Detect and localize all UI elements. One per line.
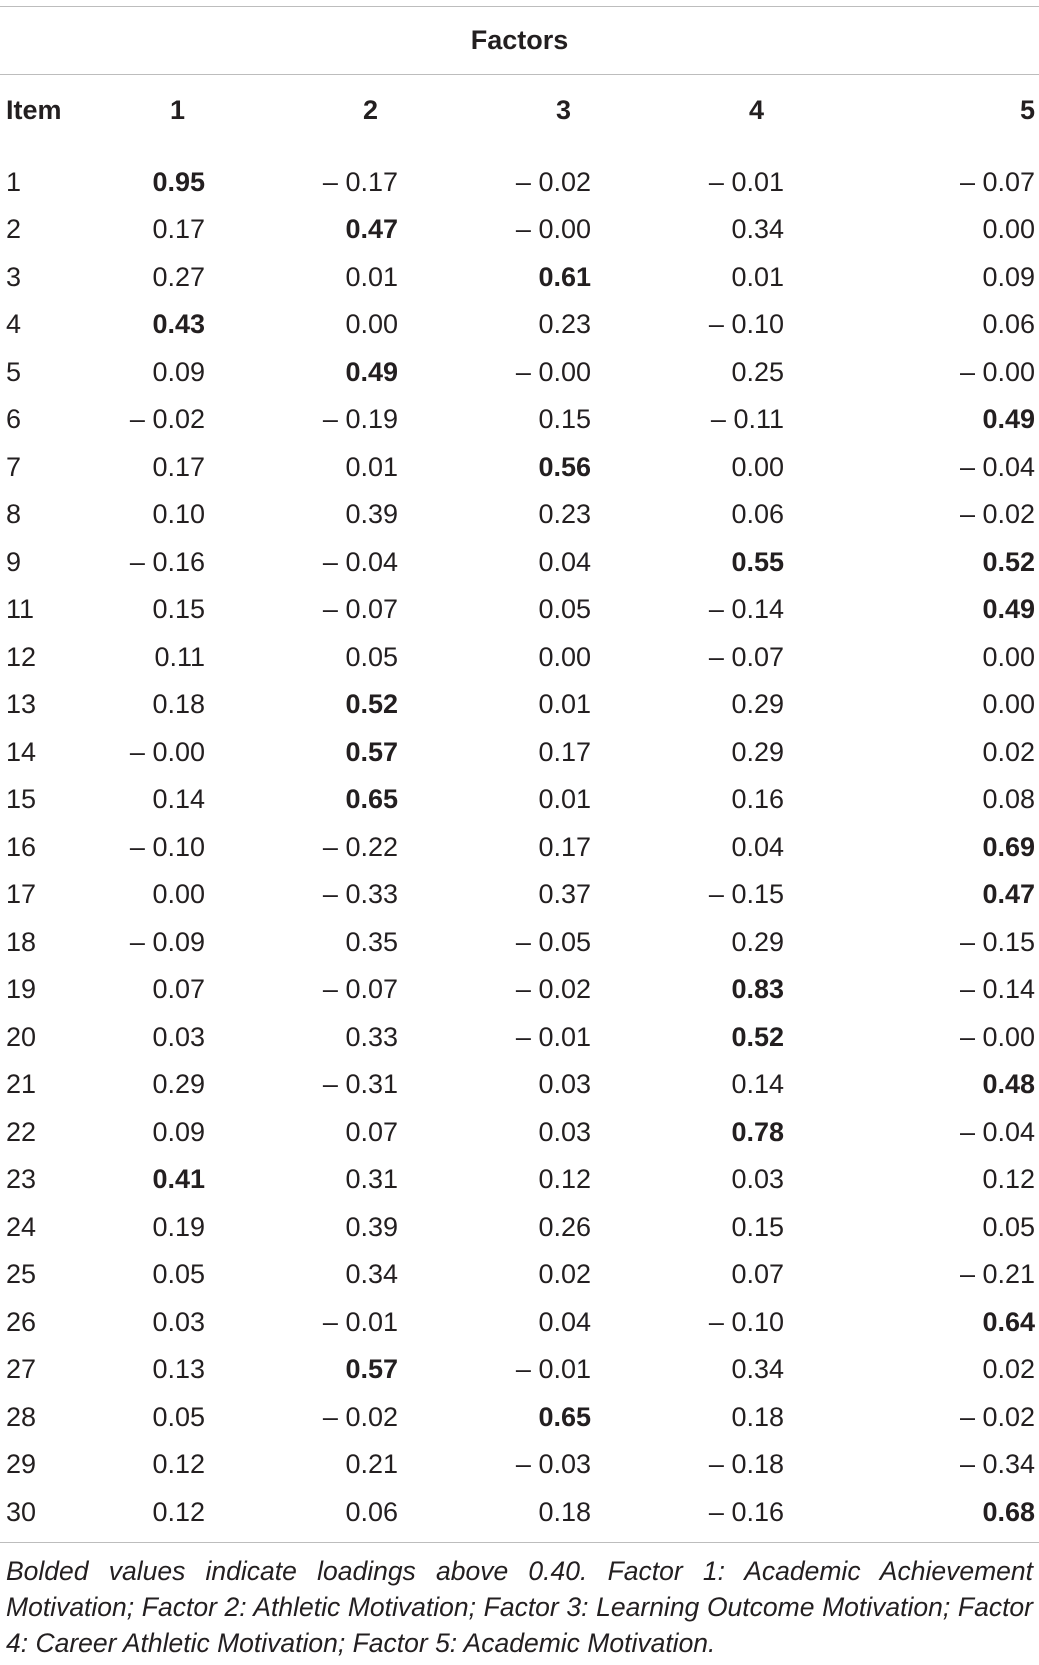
loading-cell-factor-3: 0.65 (538, 1401, 591, 1432)
loading-cell-factor-3: – 0.00 (515, 356, 591, 387)
loading-cell-factor-2: – 0.02 (322, 1401, 398, 1432)
loading-cell-factor-5: – 0.02 (959, 1401, 1036, 1432)
loading-cell-factor-2: 0.01 (345, 261, 398, 292)
loading-cell-factor-4: 0.34 (731, 214, 784, 245)
loading-cell-factor-1: 0.09 (152, 356, 205, 387)
loading-cell-factor-4: 0.29 (731, 926, 784, 957)
table-row (0, 729, 1039, 777)
table-row (0, 349, 1039, 397)
loading-cell-factor-4: 0.16 (731, 784, 784, 815)
table-row (0, 491, 1039, 539)
table-row (0, 301, 1039, 349)
loading-cell-factor-4: 0.18 (731, 1401, 784, 1432)
loading-cell-factor-4: – 0.10 (708, 1306, 784, 1337)
table-row (0, 824, 1039, 872)
item-number-cell: 29 (6, 1449, 37, 1480)
loading-cell-factor-3: – 0.02 (515, 974, 591, 1005)
item-number-cell: 24 (6, 1211, 37, 1242)
table-footnote: Bolded values indicate loadings above 0.40. Factor 1: Academic Achievement Motivation; Factor 2: Athletic Motivation; Factor 3: Learning Outcome Motivation; Factor 4: Career Athletic Motivation; Factor 5: Academic Motivation. (6, 1556, 1033, 1658)
loading-cell-factor-4: 0.29 (731, 689, 784, 720)
table-row (0, 396, 1039, 444)
item-number-cell: 13 (6, 689, 37, 720)
item-number-cell: 20 (6, 1021, 37, 1052)
loading-cell-factor-2: 0.47 (345, 214, 398, 245)
loading-cell-factor-1: 0.41 (152, 1164, 205, 1195)
loading-cell-factor-4: 0.83 (731, 974, 784, 1005)
loading-cell-factor-4: 0.00 (731, 451, 784, 482)
item-number-cell: 8 (6, 499, 22, 530)
loading-cell-factor-3: 0.04 (538, 546, 591, 577)
loading-cell-factor-5: – 0.34 (959, 1449, 1036, 1480)
loading-cell-factor-4: 0.52 (731, 1021, 784, 1052)
loading-cell-factor-4: 0.15 (731, 1211, 784, 1242)
loading-cell-factor-4: – 0.15 (708, 879, 784, 910)
factors-header-row (0, 7, 1039, 75)
item-number-cell: 21 (6, 1069, 37, 1100)
loading-cell-factor-2: 0.57 (345, 736, 398, 767)
loading-cell-factor-5: – 0.21 (959, 1259, 1036, 1290)
loading-cell-factor-4: 0.14 (731, 1069, 784, 1100)
loading-cell-factor-1: 0.10 (152, 499, 205, 530)
loading-cell-factor-1: 0.29 (152, 1069, 205, 1100)
table-row (0, 1394, 1039, 1442)
loading-cell-factor-2: – 0.17 (322, 167, 398, 197)
loading-cell-factor-2: 0.52 (345, 689, 398, 720)
loading-cell-factor-3: 0.01 (538, 784, 591, 815)
loading-cell-factor-5: 0.69 (982, 831, 1036, 862)
item-number-cell: 4 (6, 309, 22, 340)
loading-cell-factor-4: 0.03 (731, 1164, 784, 1195)
loading-cell-factor-2: 0.33 (345, 1021, 398, 1052)
item-number-cell: 22 (6, 1116, 37, 1147)
table-row (0, 681, 1039, 729)
item-number-cell: 3 (6, 261, 22, 292)
loading-cell-factor-3: 0.26 (538, 1211, 591, 1242)
loading-cell-factor-5: 0.68 (812, 1489, 1039, 1543)
loading-cell-factor-1: 0.00 (152, 879, 205, 910)
loading-cell-factor-1: – 0.00 (129, 736, 205, 767)
loading-cell-factor-3: 0.18 (426, 1489, 619, 1543)
item-number-cell: 9 (6, 546, 22, 577)
loading-cell-factor-3: – 0.05 (515, 926, 591, 957)
item-number-cell: 26 (6, 1306, 37, 1337)
table-row (0, 206, 1039, 254)
column-header-item: Item (0, 75, 40, 146)
loading-cell-factor-3: 0.12 (538, 1164, 591, 1195)
table-row (0, 444, 1039, 492)
loading-cell-factor-1: – 0.16 (129, 546, 205, 577)
table-row (0, 539, 1039, 587)
item-number-cell: 12 (6, 641, 37, 672)
loading-cell-factor-1: 0.17 (152, 451, 205, 482)
loading-cell-factor-1: 0.19 (152, 1211, 205, 1242)
loading-cell-factor-5: 0.08 (982, 784, 1036, 815)
loading-cell-factor-4: – 0.10 (708, 309, 784, 340)
column-header-factor-4: 4 (619, 75, 812, 146)
item-number-cell: 7 (6, 451, 22, 482)
loading-cell-factor-5: – 0.00 (959, 356, 1036, 387)
table-row (0, 1251, 1039, 1299)
loading-cell-factor-5: 0.52 (982, 546, 1036, 577)
loading-cell-factor-1: 0.43 (152, 309, 205, 340)
table-row (0, 871, 1039, 919)
table-row (0, 1489, 1039, 1543)
item-number-cell: 17 (6, 879, 37, 910)
loading-cell-factor-1: – 0.09 (129, 926, 205, 957)
loading-cell-factor-5: 0.02 (982, 1354, 1036, 1385)
loading-cell-factor-3: 0.15 (538, 404, 591, 435)
item-number-cell: 28 (6, 1401, 37, 1432)
loading-cell-factor-5: 0.06 (982, 309, 1036, 340)
table-row (0, 1156, 1039, 1204)
table-row (0, 1346, 1039, 1394)
loading-cell-factor-5: 0.05 (982, 1211, 1036, 1242)
loading-cell-factor-1: 0.12 (152, 1449, 205, 1480)
loading-cell-factor-2: 0.39 (345, 499, 398, 530)
loading-cell-factor-3: 0.23 (538, 499, 591, 530)
loading-cell-factor-4: – 0.18 (708, 1449, 784, 1480)
loading-cell-factor-5: – 0.00 (959, 1021, 1036, 1052)
loading-cell-factor-1: 0.95 (152, 167, 205, 197)
loading-cell-factor-1: – 0.02 (129, 404, 205, 435)
loading-cell-factor-2: 0.06 (233, 1489, 426, 1543)
loading-cell-factor-2: 0.31 (345, 1164, 398, 1195)
loading-cell-factor-4: 0.25 (731, 356, 784, 387)
item-number-cell: 23 (6, 1164, 37, 1195)
item-number-cell: 25 (6, 1259, 37, 1290)
item-number-cell: 30 (0, 1489, 40, 1543)
loading-cell-factor-1: 0.09 (152, 1116, 205, 1147)
table-row (0, 776, 1039, 824)
loading-cell-factor-5: – 0.07 (959, 167, 1036, 197)
table-row (0, 966, 1039, 1014)
loading-cell-factor-1: – 0.10 (129, 831, 205, 862)
item-number-cell: 15 (6, 784, 37, 815)
loading-cell-factor-5: 0.00 (982, 641, 1036, 672)
item-number-cell: 19 (6, 974, 37, 1005)
item-number-cell: 18 (6, 926, 37, 957)
table-row (0, 586, 1039, 634)
loading-cell-factor-3: 0.17 (538, 736, 591, 767)
item-number-cell: 5 (6, 356, 22, 387)
table-row (0, 1441, 1039, 1489)
loading-cell-factor-4: 0.07 (731, 1259, 784, 1290)
loading-cell-factor-1: 0.03 (152, 1021, 205, 1052)
table-row (0, 1061, 1039, 1109)
loading-cell-factor-4: – 0.16 (619, 1489, 812, 1543)
loading-cell-factor-2: – 0.07 (322, 974, 398, 1005)
loading-cell-factor-2: – 0.31 (322, 1069, 398, 1100)
item-number-cell: 27 (6, 1354, 37, 1385)
loading-cell-factor-5: 0.49 (982, 404, 1036, 435)
loading-cell-factor-2: 0.57 (345, 1354, 398, 1385)
loading-cell-factor-3: 0.23 (538, 309, 591, 340)
loading-cell-factor-2: – 0.19 (322, 404, 398, 435)
table-row (0, 1109, 1039, 1157)
loading-cell-factor-1: 0.14 (152, 784, 205, 815)
loading-cell-factor-5: 0.09 (982, 261, 1036, 292)
table-row (0, 1014, 1039, 1062)
loading-cell-factor-5: 0.64 (982, 1306, 1036, 1337)
loading-cell-factor-2: 0.34 (345, 1259, 398, 1290)
loading-cell-factor-3: 0.00 (538, 641, 591, 672)
loading-cell-factor-2: 0.35 (345, 926, 398, 957)
table-row (0, 919, 1039, 967)
table-row (0, 634, 1039, 682)
column-header-factor-3: 3 (426, 75, 619, 146)
loading-cell-factor-1: 0.12 (40, 1489, 233, 1543)
loading-cell-factor-1: 0.05 (152, 1259, 205, 1290)
item-number-cell: 16 (6, 831, 37, 862)
loading-cell-factor-1: 0.13 (152, 1354, 205, 1385)
loading-cell-factor-2: 0.01 (345, 451, 398, 482)
factor-loadings-table (0, 6, 1039, 1543)
loading-cell-factor-4: 0.34 (731, 1354, 784, 1385)
loading-cell-factor-4: 0.04 (731, 831, 784, 862)
loading-cell-factor-3: – 0.01 (515, 1354, 591, 1385)
table-row (0, 1299, 1039, 1347)
column-header-row (0, 75, 1039, 146)
loading-cell-factor-5: 0.00 (982, 214, 1036, 245)
loading-cell-factor-3: 0.17 (538, 831, 591, 862)
loading-cell-factor-2: 0.65 (345, 784, 398, 815)
loading-cell-factor-2: – 0.04 (322, 546, 398, 577)
loading-cell-factor-3: – 0.00 (515, 214, 591, 245)
loading-cell-factor-4: – 0.14 (708, 594, 784, 625)
loading-cell-factor-2: 0.21 (345, 1449, 398, 1480)
loading-cell-factor-1: 0.27 (152, 261, 205, 292)
table-body (0, 145, 1039, 1543)
loading-cell-factor-5: – 0.04 (959, 451, 1036, 482)
loading-cell-factor-2: 0.49 (345, 356, 398, 387)
loading-cell-factor-2: – 0.07 (322, 594, 398, 625)
loading-cell-factor-1: 0.15 (152, 594, 205, 625)
loading-cell-factor-5: – 0.04 (959, 1116, 1036, 1147)
loading-cell-factor-2: – 0.01 (322, 1306, 398, 1337)
loading-cell-factor-3: 0.37 (538, 879, 591, 910)
item-number-cell: 1 (6, 167, 22, 197)
item-number-cell: 11 (6, 594, 35, 625)
loading-cell-factor-4: – 0.11 (710, 404, 784, 435)
loading-cell-factor-3: 0.03 (538, 1069, 591, 1100)
loading-cell-factor-2: – 0.22 (322, 831, 398, 862)
loading-cell-factor-3: 0.01 (538, 689, 591, 720)
loading-cell-factor-4: 0.78 (731, 1116, 784, 1147)
item-number-cell: 14 (6, 736, 37, 767)
loading-cell-factor-1: 0.11 (154, 641, 205, 672)
loading-cell-factor-5: 0.00 (982, 689, 1036, 720)
table-row (0, 1204, 1039, 1252)
loading-cell-factor-5: 0.49 (982, 594, 1036, 625)
loading-cell-factor-4: – 0.07 (708, 641, 784, 672)
loading-cell-factor-3: 0.56 (538, 451, 591, 482)
loading-cell-factor-4: 0.29 (731, 736, 784, 767)
loading-cell-factor-3: – 0.01 (515, 1021, 591, 1052)
factors-group-header: Factors (0, 7, 1039, 75)
loading-cell-factor-2: 0.07 (345, 1116, 398, 1147)
item-number-cell: 2 (6, 214, 22, 245)
loading-cell-factor-3: 0.02 (538, 1259, 591, 1290)
loading-cell-factor-5: – 0.02 (959, 499, 1036, 530)
table-row (0, 254, 1039, 302)
loading-cell-factor-5: – 0.15 (959, 926, 1036, 957)
loading-cell-factor-4: 0.01 (731, 261, 784, 292)
loading-cell-factor-5: 0.47 (982, 879, 1036, 910)
loading-cell-factor-4: 0.06 (731, 499, 784, 530)
loading-cell-factor-3: 0.05 (538, 594, 591, 625)
loading-cell-factor-1: 0.17 (152, 214, 205, 245)
loading-cell-factor-4: 0.55 (731, 546, 784, 577)
loading-cell-factor-3: 0.04 (538, 1306, 591, 1337)
item-number-cell: 6 (6, 404, 22, 435)
loading-cell-factor-5: – 0.14 (959, 974, 1036, 1005)
loading-cell-factor-2: – 0.33 (322, 879, 398, 910)
loading-cell-factor-3: 0.61 (538, 261, 591, 292)
loading-cell-factor-2: 0.00 (345, 309, 398, 340)
loading-cell-factor-1: 0.07 (152, 974, 205, 1005)
column-header-factor-5: 5 (812, 75, 1039, 146)
loading-cell-factor-5: 0.02 (982, 736, 1036, 767)
table-row (0, 145, 1039, 206)
loading-cell-factor-2: 0.05 (345, 641, 398, 672)
loading-cell-factor-5: 0.12 (982, 1164, 1036, 1195)
loading-cell-factor-1: 0.05 (152, 1401, 205, 1432)
loading-cell-factor-1: 0.18 (152, 689, 205, 720)
loading-cell-factor-3: 0.03 (538, 1116, 591, 1147)
column-header-factor-2: 2 (233, 75, 426, 146)
loading-cell-factor-3: – 0.03 (515, 1449, 591, 1480)
loading-cell-factor-5: 0.48 (982, 1069, 1036, 1100)
loading-cell-factor-2: 0.39 (345, 1211, 398, 1242)
loading-cell-factor-3: – 0.02 (515, 167, 591, 197)
loading-cell-factor-4: – 0.01 (708, 167, 784, 197)
column-header-factor-1: 1 (40, 75, 233, 146)
loading-cell-factor-1: 0.03 (152, 1306, 205, 1337)
